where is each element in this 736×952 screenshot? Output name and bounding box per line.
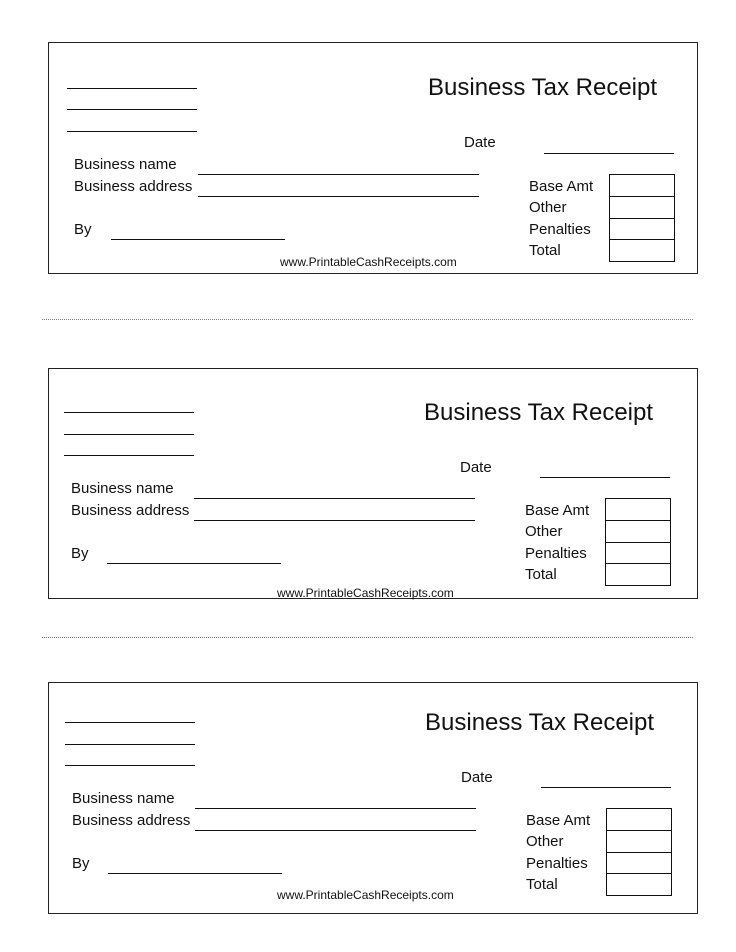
receipt-title: Business Tax Receipt — [425, 709, 655, 736]
website-text: www.PrintableCashReceipts.com — [277, 586, 454, 600]
website-text: www.PrintableCashReceipts.com — [277, 888, 454, 902]
by-label: By — [71, 545, 89, 562]
header-line-3 — [64, 455, 194, 456]
header-line-3 — [65, 765, 195, 766]
penalties-box[interactable] — [606, 543, 670, 565]
other-label: Other — [525, 523, 563, 540]
other-box[interactable] — [610, 197, 674, 219]
penalties-label: Penalties — [526, 855, 588, 872]
base-amt-label: Base Amt — [525, 502, 590, 519]
business-address-label: Business address — [74, 178, 193, 195]
penalties-label: Penalties — [529, 221, 591, 238]
amount-boxes[interactable] — [606, 808, 672, 896]
date-label: Date — [461, 769, 493, 786]
by-label: By — [72, 855, 90, 872]
header-line-1 — [64, 412, 194, 413]
by-line[interactable] — [111, 239, 285, 240]
business-name-label: Business name — [74, 156, 177, 173]
business-address-label: Business address — [72, 812, 191, 829]
penalties-box[interactable] — [610, 219, 674, 241]
receipt-title: Business Tax Receipt — [424, 399, 654, 426]
receipt-1 — [48, 42, 698, 274]
business-address-line[interactable] — [194, 520, 475, 521]
business-address-label: Business address — [71, 502, 190, 519]
header-line-2 — [65, 744, 195, 745]
total-label: Total — [525, 566, 557, 583]
base-amt-box[interactable] — [610, 175, 674, 197]
total-box[interactable] — [607, 874, 671, 896]
receipt-title: Business Tax Receipt — [428, 74, 658, 101]
header-line-1 — [65, 722, 195, 723]
penalties-label: Penalties — [525, 545, 587, 562]
date-label: Date — [464, 134, 496, 151]
amount-boxes[interactable] — [609, 174, 675, 262]
by-label: By — [74, 221, 92, 238]
other-box[interactable] — [606, 521, 670, 543]
business-name-label: Business name — [71, 480, 174, 497]
total-box[interactable] — [606, 564, 670, 586]
header-line-2 — [64, 434, 194, 435]
date-line[interactable] — [541, 787, 671, 788]
total-label: Total — [529, 242, 561, 259]
other-box[interactable] — [607, 831, 671, 853]
header-line-1 — [67, 88, 197, 89]
base-amt-box[interactable] — [607, 809, 671, 831]
base-amt-label: Base Amt — [526, 812, 591, 829]
business-address-line[interactable] — [198, 196, 479, 197]
business-name-line[interactable] — [195, 808, 476, 809]
amount-boxes[interactable] — [605, 498, 671, 586]
total-label: Total — [526, 876, 558, 893]
total-box[interactable] — [610, 240, 674, 262]
date-line[interactable] — [540, 477, 670, 478]
receipt-3 — [48, 682, 698, 914]
base-amt-box[interactable] — [606, 499, 670, 521]
date-label: Date — [460, 459, 492, 476]
header-line-3 — [67, 131, 197, 132]
website-text: www.PrintableCashReceipts.com — [280, 255, 457, 269]
cut-line-1 — [42, 319, 693, 320]
receipt-2 — [48, 368, 698, 599]
cut-line-2 — [42, 637, 693, 638]
header-line-2 — [67, 109, 197, 110]
by-line[interactable] — [108, 873, 282, 874]
date-line[interactable] — [544, 153, 674, 154]
by-line[interactable] — [107, 563, 281, 564]
other-label: Other — [529, 199, 567, 216]
business-name-label: Business name — [72, 790, 175, 807]
business-name-line[interactable] — [194, 498, 475, 499]
business-name-line[interactable] — [198, 174, 479, 175]
business-address-line[interactable] — [195, 830, 476, 831]
other-label: Other — [526, 833, 564, 850]
penalties-box[interactable] — [607, 853, 671, 875]
base-amt-label: Base Amt — [529, 178, 594, 195]
